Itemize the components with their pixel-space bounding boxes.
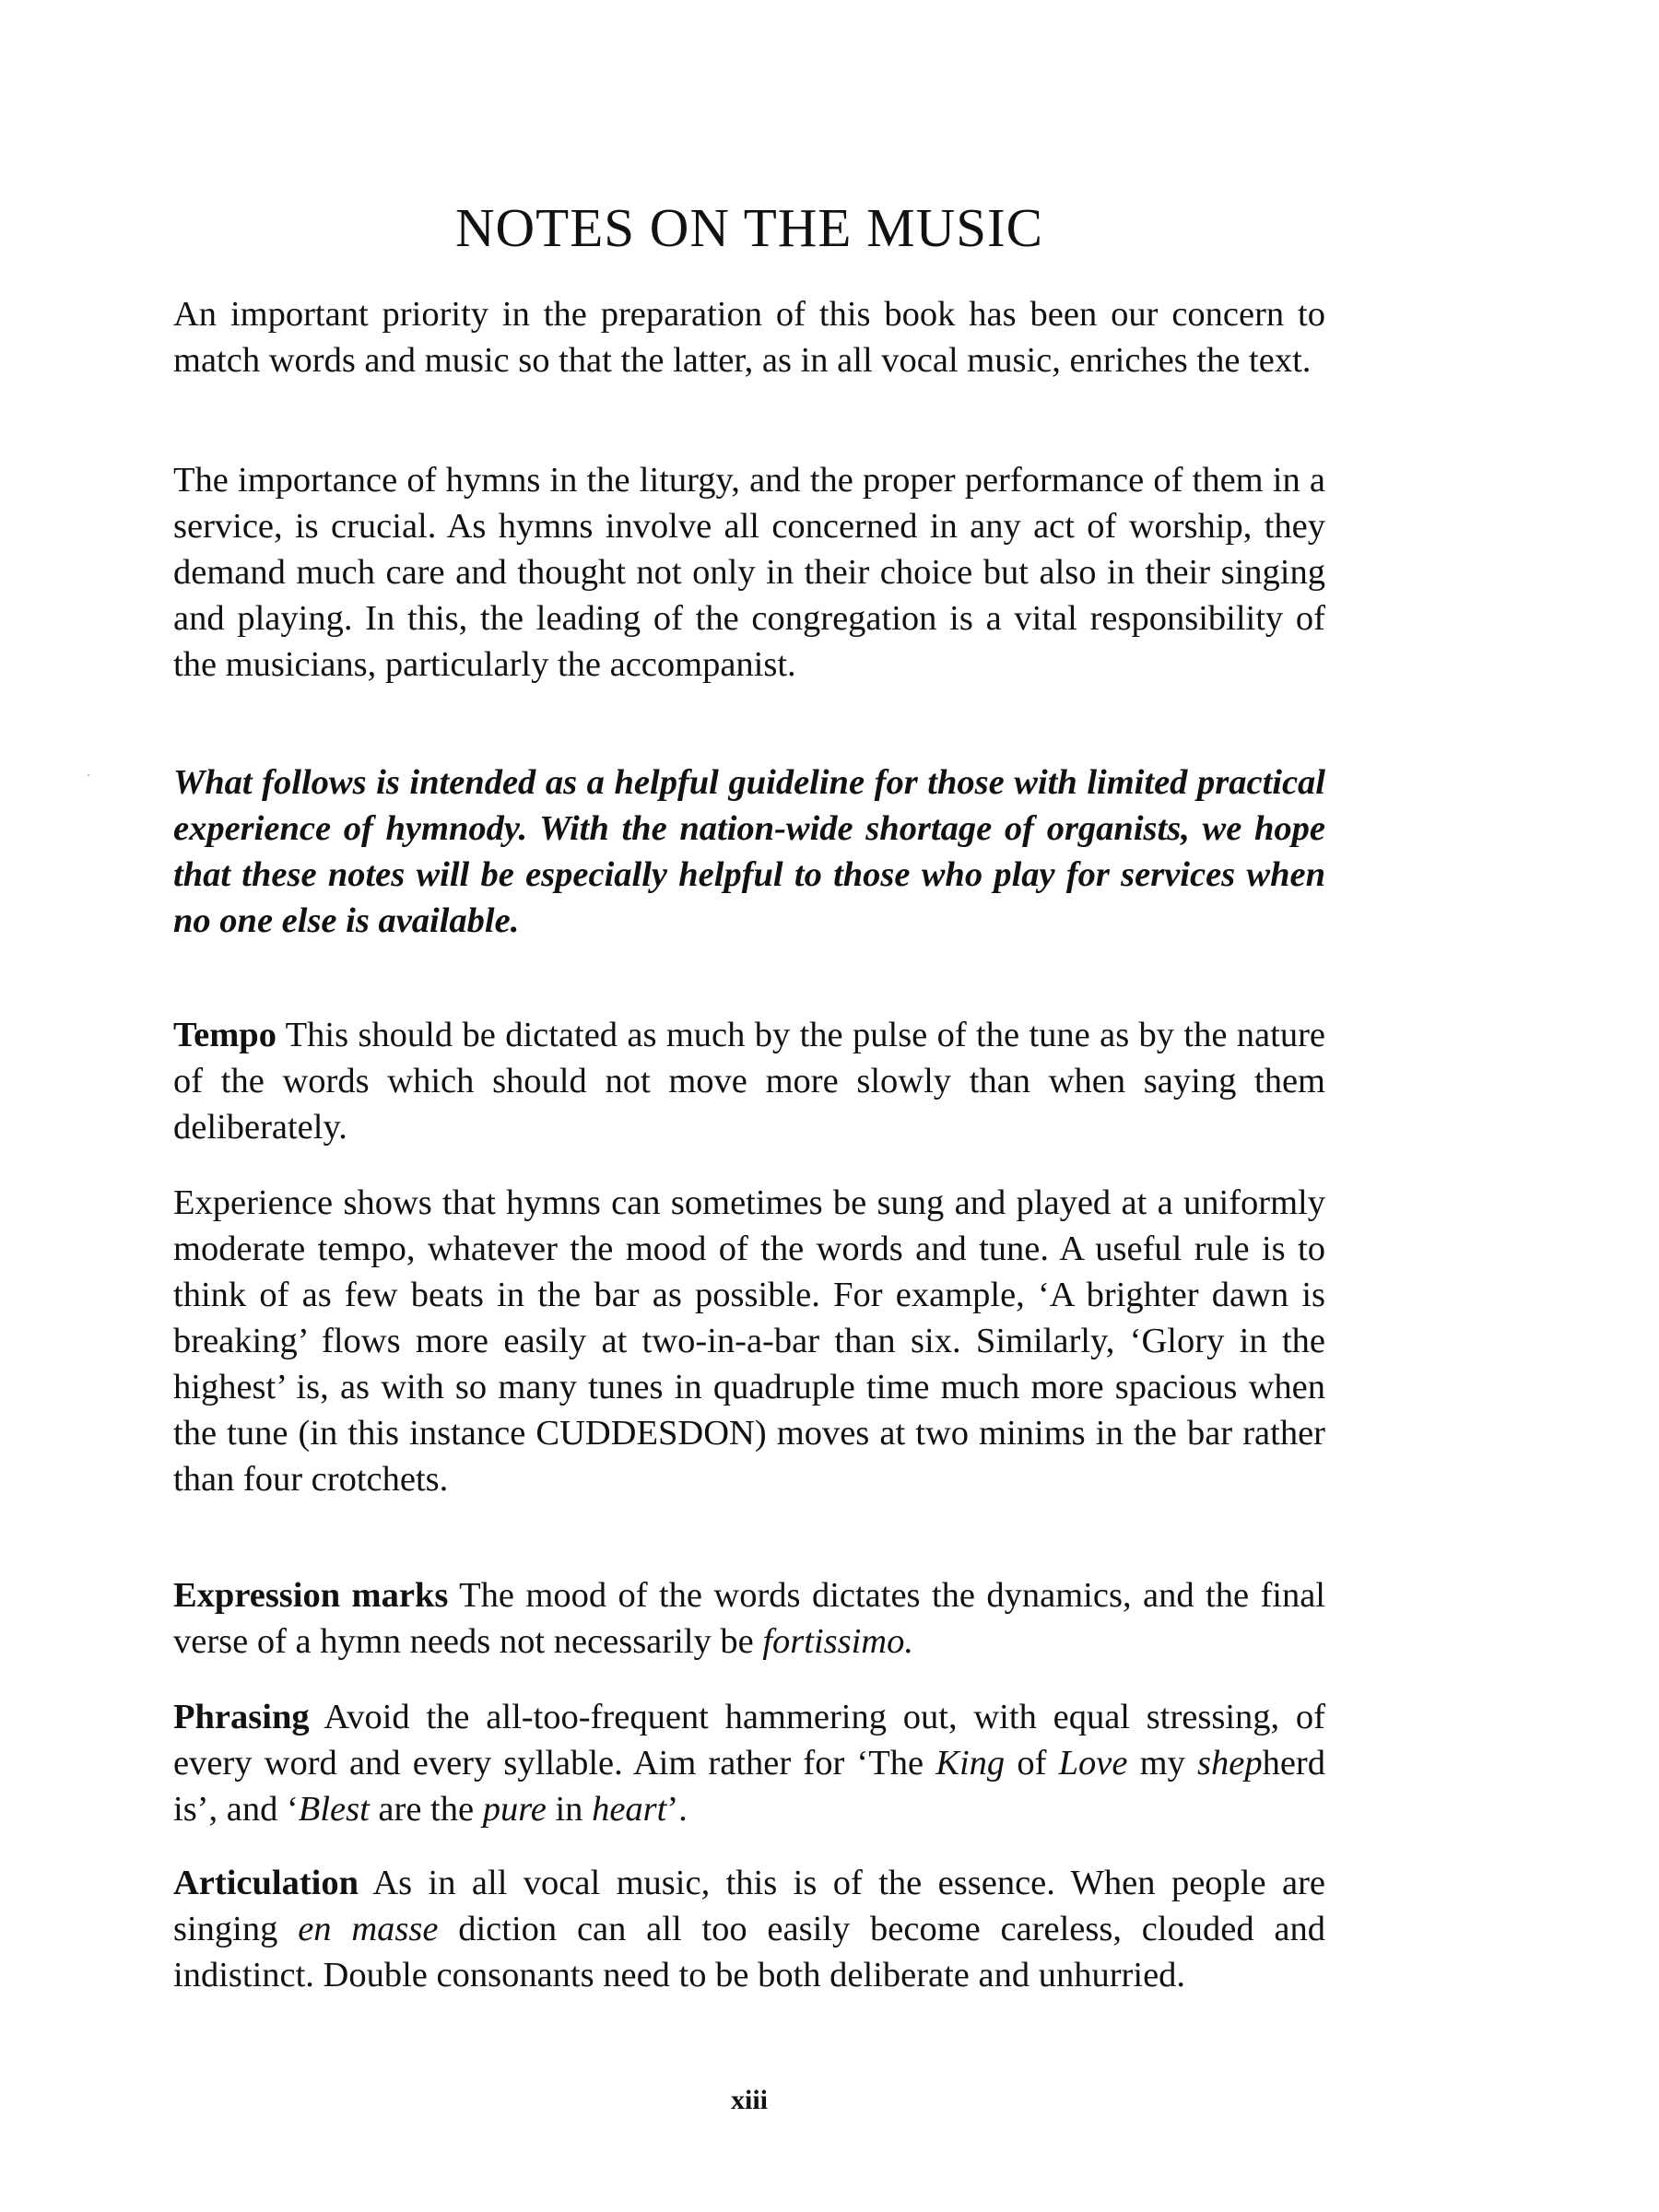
phrasing-heading: Phrasing bbox=[173, 1698, 310, 1736]
page-title: NOTES ON THE MUSIC bbox=[454, 197, 1044, 258]
expression-text: The mood of the words dictates the dynamics, and the final verse of a hymn needs not necessarily be bbox=[173, 1576, 1326, 1661]
phrasing-of: of bbox=[1017, 1744, 1047, 1783]
liturgy-paragraph: The importance of hymns in the liturgy, and the proper performance of them in a service, is crucial. As hymns involve all concerned in any act of worship, they demand much care and thought not only in their choice but also in their singing and playing. In this, the leading of the congregation is a vital responsibility of the musicians, particularly the accompanist. bbox=[173, 461, 1325, 684]
articulation-heading: Articulation bbox=[173, 1864, 359, 1902]
phrasing-love: Love bbox=[1058, 1744, 1128, 1783]
tempo-text: This should be dictated as much by the pulse of the tune as by the nature of the words which should not move more slowly than when saying them deliberately. bbox=[173, 1016, 1325, 1147]
scan-speck bbox=[88, 774, 89, 776]
intro-paragraph: An important priority in the preparation of this book has been our concern to match words and music so that the latter, as in all vocal music, enriches the text. bbox=[173, 295, 1325, 380]
phrasing-heart: heart bbox=[592, 1790, 667, 1829]
phrasing-herd: herd is’, and ‘ bbox=[173, 1744, 1325, 1829]
articulation-text-1: As in all vocal music, this is of the essence. When people are singing bbox=[173, 1864, 1325, 1948]
phrasing-my: my bbox=[1139, 1744, 1185, 1783]
tempo-heading: Tempo bbox=[173, 1016, 276, 1054]
phrasing-shep: shep bbox=[1197, 1744, 1263, 1783]
phrasing-blest: Blest bbox=[298, 1790, 370, 1829]
expression-section bbox=[173, 1572, 1325, 1665]
phrasing-text: Avoid the all-too-frequent hammering out, with equal stressing, of every word and every syllable. Aim rather for ‘The bbox=[173, 1698, 1325, 1783]
tempo-examples-paragraph: Experience shows that hymns can sometimes be sung and played at a uniformly moderate tempo, whatever the mood of the words and tune. A useful rule is to think of as few beats in the bar as possible. For example, ‘A brighter dawn is breaking’ flows more easily at two-in-a-bar than six. Similarly, ‘Glory in the highest’ is, as with so many tunes in quadruple time much more spacious when the tune (in this instance CUDDESDON) moves at two minims in the bar rather than four crotchets. bbox=[173, 1183, 1325, 1499]
expression-heading: Expression marks bbox=[173, 1576, 449, 1615]
phrasing-end: ’. bbox=[666, 1790, 688, 1829]
articulation-italic: en masse bbox=[298, 1910, 439, 1948]
phrasing-in: in bbox=[555, 1790, 583, 1829]
guideline-note: What follows is intended as a helpful guideline for those with limited practical experience of hymnody. With the nation-wide shortage of organists, we hope that these notes will be especially helpful to those who play for services when no one else is available. bbox=[173, 763, 1325, 940]
articulation-text-2: diction can all too easily become careless, clouded and indistinct. Double consonants need to be both deliberate and unhurried. bbox=[173, 1910, 1326, 1994]
phrasing-section bbox=[173, 1694, 1325, 1832]
tempo-section bbox=[173, 1012, 1325, 1150]
phrasing-are: are the bbox=[378, 1790, 475, 1829]
articulation-section bbox=[173, 1860, 1325, 1998]
phrasing-pure: pure bbox=[482, 1790, 547, 1829]
phrasing-king: King bbox=[935, 1744, 1006, 1783]
expression-italic: fortissimo. bbox=[762, 1622, 913, 1661]
page-number: xiii bbox=[730, 2085, 768, 2115]
